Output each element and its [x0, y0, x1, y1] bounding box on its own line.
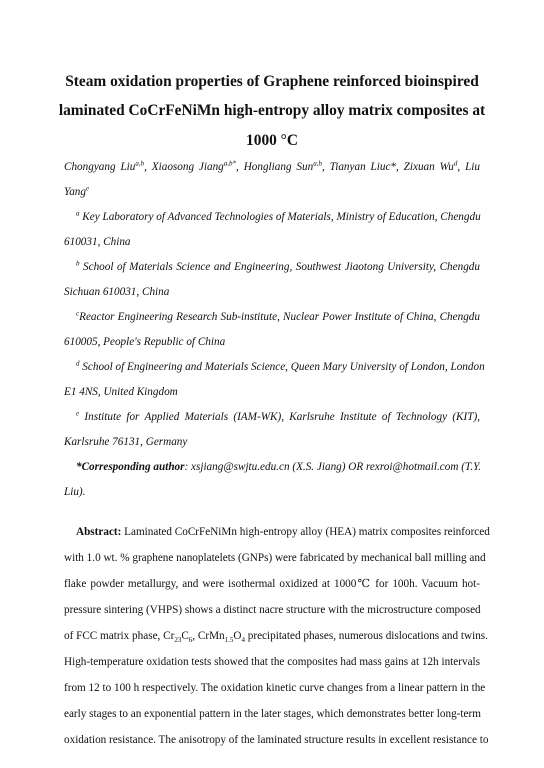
corresponding-emails: : xsjiang@swjtu.edu.cn (X.S. Jiang) OR rexroi@hotmail.com (T.Y.	[184, 461, 482, 473]
affiliation-text: Key Laboratory of Advanced Technologies of Materials, Ministry of Education, Chengdu	[79, 211, 481, 223]
abstract-line-3: flake powder metallurgy, and were isothermal oxidized at 1000℃ for 100h. Vacuum hot-	[64, 578, 480, 590]
corresponding-author	[76, 460, 480, 474]
affiliation-d-cont: E1 4NS, United Kingdom	[64, 386, 178, 398]
affil-mark: a	[76, 209, 80, 218]
title-line-1: Steam oxidation properties of Graphene reinforced bioinspired	[65, 73, 479, 90]
abstract-text: of FCC matrix phase, Cr	[64, 630, 175, 642]
abstract-label: Abstract:	[76, 526, 122, 538]
abstract-text: precipitated phases, numerous dislocations and twins.	[244, 630, 488, 642]
affil-mark: d	[76, 359, 80, 368]
affiliation-e	[76, 410, 480, 424]
affiliation-a	[76, 210, 480, 224]
corresponding-author-cont: Liu).	[64, 486, 86, 498]
author-affil-mark: a,b	[313, 159, 322, 168]
affiliation-d	[76, 359, 485, 374]
subscript: 1.5	[224, 636, 234, 645]
abstract-line-2: with 1.0 wt. % graphene nanoplatelets (GNPs) were fabricated by mechanical ball milling and	[64, 552, 486, 564]
author-affil-mark: d	[453, 159, 458, 168]
subscript: 6	[188, 636, 193, 645]
affil-mark: b	[76, 259, 80, 268]
author-affil-mark: a,b*	[223, 159, 237, 168]
affiliation-text: School of Engineering and Materials Science, Queen Mary University of London, London	[79, 361, 485, 373]
affiliation-c-cont: 610005, People's Republic of China	[64, 336, 226, 348]
author-list	[64, 160, 480, 174]
author-name: , Xiaosong Jiang	[144, 161, 224, 173]
author-name: , Liu	[457, 161, 480, 173]
affiliation-text: Institute for Applied Materials (IAM-WK), Karlsruhe Institute of Technology (KIT),	[79, 411, 480, 423]
author-affil-mark: e	[85, 184, 90, 193]
author-affil-mark: a,b	[135, 159, 145, 168]
affiliation-e-cont: Karlsruhe 76131, Germany	[64, 436, 188, 448]
title-line-2: laminated CoCrFeNiMn high-entropy alloy matrix composites at	[58, 102, 486, 119]
affiliation-a-cont: 610031, China	[64, 236, 131, 248]
abstract-line-4: pressure sintering (VHPS) shows a distinct nacre structure with the microstructure composed	[64, 604, 481, 616]
author-list-continued	[64, 185, 480, 199]
affiliation-text: Reactor Engineering Research Sub-institute, Nuclear Power Institute of China, Chengdu	[79, 311, 480, 323]
corresponding-label: *Corresponding author	[76, 461, 185, 473]
abstract-line-9: oxidation resistance. The anisotropy of the laminated structure results in excellent resistance to	[64, 734, 489, 746]
abstract-text: Laminated CoCrFeNiMn high-entropy alloy (HEA) matrix composites reinforced	[121, 526, 490, 538]
author-name: Chongyang Liu	[64, 161, 136, 173]
affiliation-text: School of Materials Science and Engineering, Southwest Jiaotong University, Chengdu	[79, 261, 480, 273]
abstract-text: , CrMn	[192, 630, 225, 642]
abstract-line-6: High-temperature oxidation tests showed that the composites had mass gains at 12h intervals	[64, 656, 480, 668]
abstract-line-8: early stages to an exponential pattern in the later stages, which demonstrates better long-term	[64, 708, 481, 720]
subscript: 4	[241, 636, 245, 645]
affiliation-b	[76, 260, 480, 274]
abstract-text: C	[181, 630, 189, 642]
affiliation-c	[76, 310, 480, 324]
author-name: Yang	[64, 186, 86, 198]
abstract-text: O	[233, 630, 242, 642]
abstract-line-7: from 12 to 100 h respectively. The oxidation kinetic curve changes from a linear pattern in the	[64, 682, 486, 694]
author-name: , Hongliang Sun	[236, 161, 314, 173]
abstract-line-1	[76, 525, 490, 539]
affil-mark: c	[76, 309, 80, 318]
affiliation-b-cont: Sichuan 610031, China	[64, 286, 170, 298]
subscript: 23	[174, 636, 182, 645]
author-name: , Tianyan Liuc*, Zixuan Wu	[321, 161, 454, 173]
title-line-3: 1000 °C	[246, 132, 298, 149]
affil-mark: e	[76, 409, 80, 418]
abstract-line-5	[64, 629, 488, 645]
